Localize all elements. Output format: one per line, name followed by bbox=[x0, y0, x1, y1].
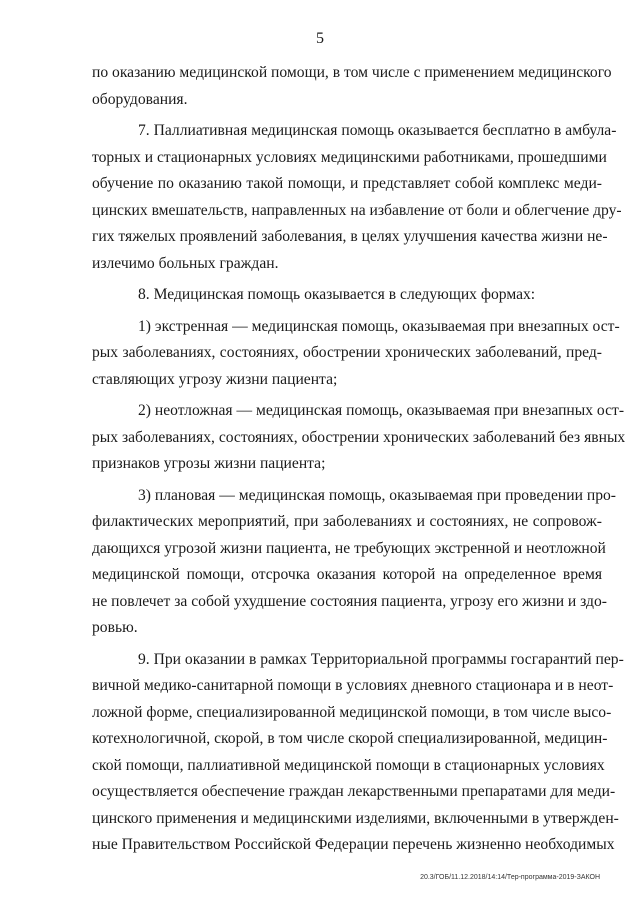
text-line: ровью. bbox=[92, 619, 138, 636]
text-line: цинского применения и медицинскими изделиями, включенными в утвержден- bbox=[92, 809, 619, 827]
paragraph bbox=[92, 282, 602, 309]
text-line: цинских вмешательств, направленных на избавление от боли и облегчение дру- bbox=[92, 201, 622, 219]
paragraph bbox=[92, 483, 616, 642]
text-line: вичной медико-санитарной помощи в условиях дневного стационара и в неот- bbox=[92, 677, 614, 694]
text-line: ставляющих угрозу жизни пациента; bbox=[92, 370, 338, 388]
text-line: дающихся угрозой жизни пациента, не требующих экстренной и неотложной bbox=[92, 539, 606, 557]
text-line: 2) неотложная — медицинская помощь, оказываемая при внезапных ост- bbox=[138, 402, 625, 419]
text-line: 9. При оказании в рамках Территориальной программы госгарантий пер- bbox=[138, 650, 624, 668]
paragraph bbox=[92, 60, 612, 113]
document-footer-id: 20.3/ГОБ/11.12.2018/14:14/Тер-программа-2019-ЗАКОН bbox=[420, 874, 600, 881]
text-line: оборудования. bbox=[92, 90, 188, 108]
text-line: филактических мероприятий, при заболеваниях и состояниях, не сопровож- bbox=[92, 513, 602, 530]
text-line: рых заболеваниях, состояниях, обострении хронических заболеваний, пред- bbox=[92, 344, 602, 361]
text-line: 8. Медицинская помощь оказывается в следующих формах: bbox=[138, 286, 536, 303]
text-line: излечимо больных граждан. bbox=[92, 254, 279, 272]
text-line: 3) плановая — медицинская помощь, оказываемая при проведении про- bbox=[138, 486, 616, 504]
text-line: по оказанию медицинской помощи, в том числе с применением медицинского bbox=[92, 64, 612, 81]
text-line: котехнологичной, скорой, в том числе скорой специализированной, медицин- bbox=[92, 730, 608, 747]
text-line: торных и стационарных условиях медицинскими работниками, прошедшими bbox=[92, 148, 607, 166]
paragraph bbox=[92, 398, 626, 478]
document-body bbox=[92, 60, 626, 859]
paragraph bbox=[92, 314, 620, 394]
page-number: 5 bbox=[316, 30, 324, 47]
text-line: 7. Паллиативная медицинская помощь оказывается бесплатно в амбула- bbox=[138, 122, 617, 139]
text-line: не повлечет за собой ухудшение состояния пациента, угрозу его жизни и здо- bbox=[92, 592, 607, 610]
text-line: признаков угрозы жизни пациента; bbox=[92, 455, 326, 472]
paragraph bbox=[92, 118, 622, 277]
paragraph bbox=[92, 647, 624, 859]
text-line: гих тяжелых проявлений заболевания, в целях улучшения качества жизни не- bbox=[92, 228, 608, 245]
text-line: рых заболеваниях, состояниях, обострении хронических заболеваний без явных bbox=[92, 428, 626, 446]
text-line: осуществляется обеспечение граждан лекарственными препаратами для меди- bbox=[92, 783, 616, 800]
text-line: ные Правительством Российской Федерации перечень жизненно необходимых bbox=[92, 836, 615, 853]
text-line: обучение по оказанию такой помощи, и представляет собой комплекс меди- bbox=[92, 175, 602, 192]
text-line: ской помощи, паллиативной медицинской помощи в стационарных условиях bbox=[92, 756, 605, 774]
text-line: медицинской помощи, отсрочка оказания которой на определенное время bbox=[92, 566, 602, 583]
text-line: 1) экстренная — медицинская помощь, оказываемая при внезапных ост- bbox=[138, 317, 620, 335]
text-line: ложной форме, специализированной медицинской помощи, в том числе высо- bbox=[92, 703, 612, 721]
